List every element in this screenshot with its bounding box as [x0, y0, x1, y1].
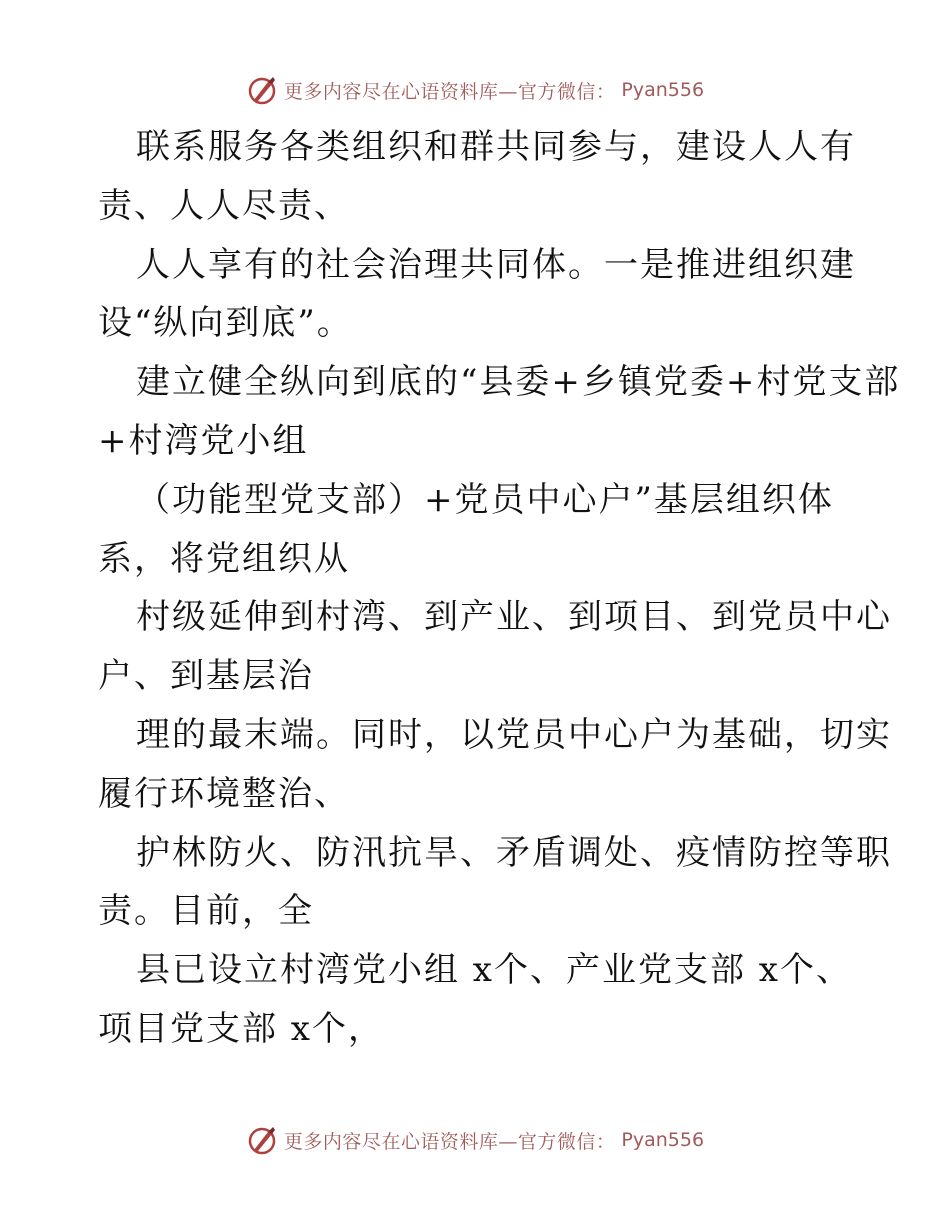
body-line: 设“纵向到底”。 [98, 303, 353, 344]
quill-logo-icon [246, 74, 278, 106]
body-line: 村级延伸到村湾、到产业、到项目、到党员中心 [136, 597, 892, 638]
body-line: 护林防火、防汛抗旱、矛盾调处、疫情防控等职 [136, 832, 892, 873]
body-line: 系，将党组织从 [98, 538, 350, 579]
body-line: 人人享有的社会治理共同体。一是推进组织建 [136, 244, 856, 285]
quill-logo-icon [246, 1124, 278, 1156]
document-body [98, 118, 901, 1059]
watermark-text: 更多内容尽在心语资料库—官方微信： [283, 80, 616, 103]
body-line: 责、人人尽责、 [98, 185, 350, 226]
body-line: （功能型党支部）+党员中心户”基层组织体 [136, 479, 834, 520]
body-line: 户、到基层治 [98, 656, 314, 697]
body-line: +村湾党小组 [98, 420, 309, 461]
watermark-text: 更多内容尽在心语资料库—官方微信： [283, 1130, 616, 1153]
body-line: 联系服务各类组织和群共同参与，建设人人有 [136, 127, 856, 167]
watermark-wechat-id: Pyan556 [621, 79, 705, 101]
body-line: 理的最末端。同时，以党员中心户为基础，切实 [136, 714, 892, 755]
body-line: 建立健全纵向到底的“县委+乡镇党委+村党支部 [136, 362, 901, 403]
body-line: 责。目前，全 [98, 891, 314, 932]
watermark-wechat-id: Pyan556 [621, 1129, 705, 1151]
body-line: 履行环境整治、 [98, 773, 350, 814]
body-line: 项目党支部 x个， [98, 1008, 384, 1049]
header-watermark [0, 70, 950, 110]
footer-watermark [0, 1120, 950, 1160]
body-line: 县已设立村湾党小组 x个、产业党支部 x个、 [136, 950, 852, 991]
